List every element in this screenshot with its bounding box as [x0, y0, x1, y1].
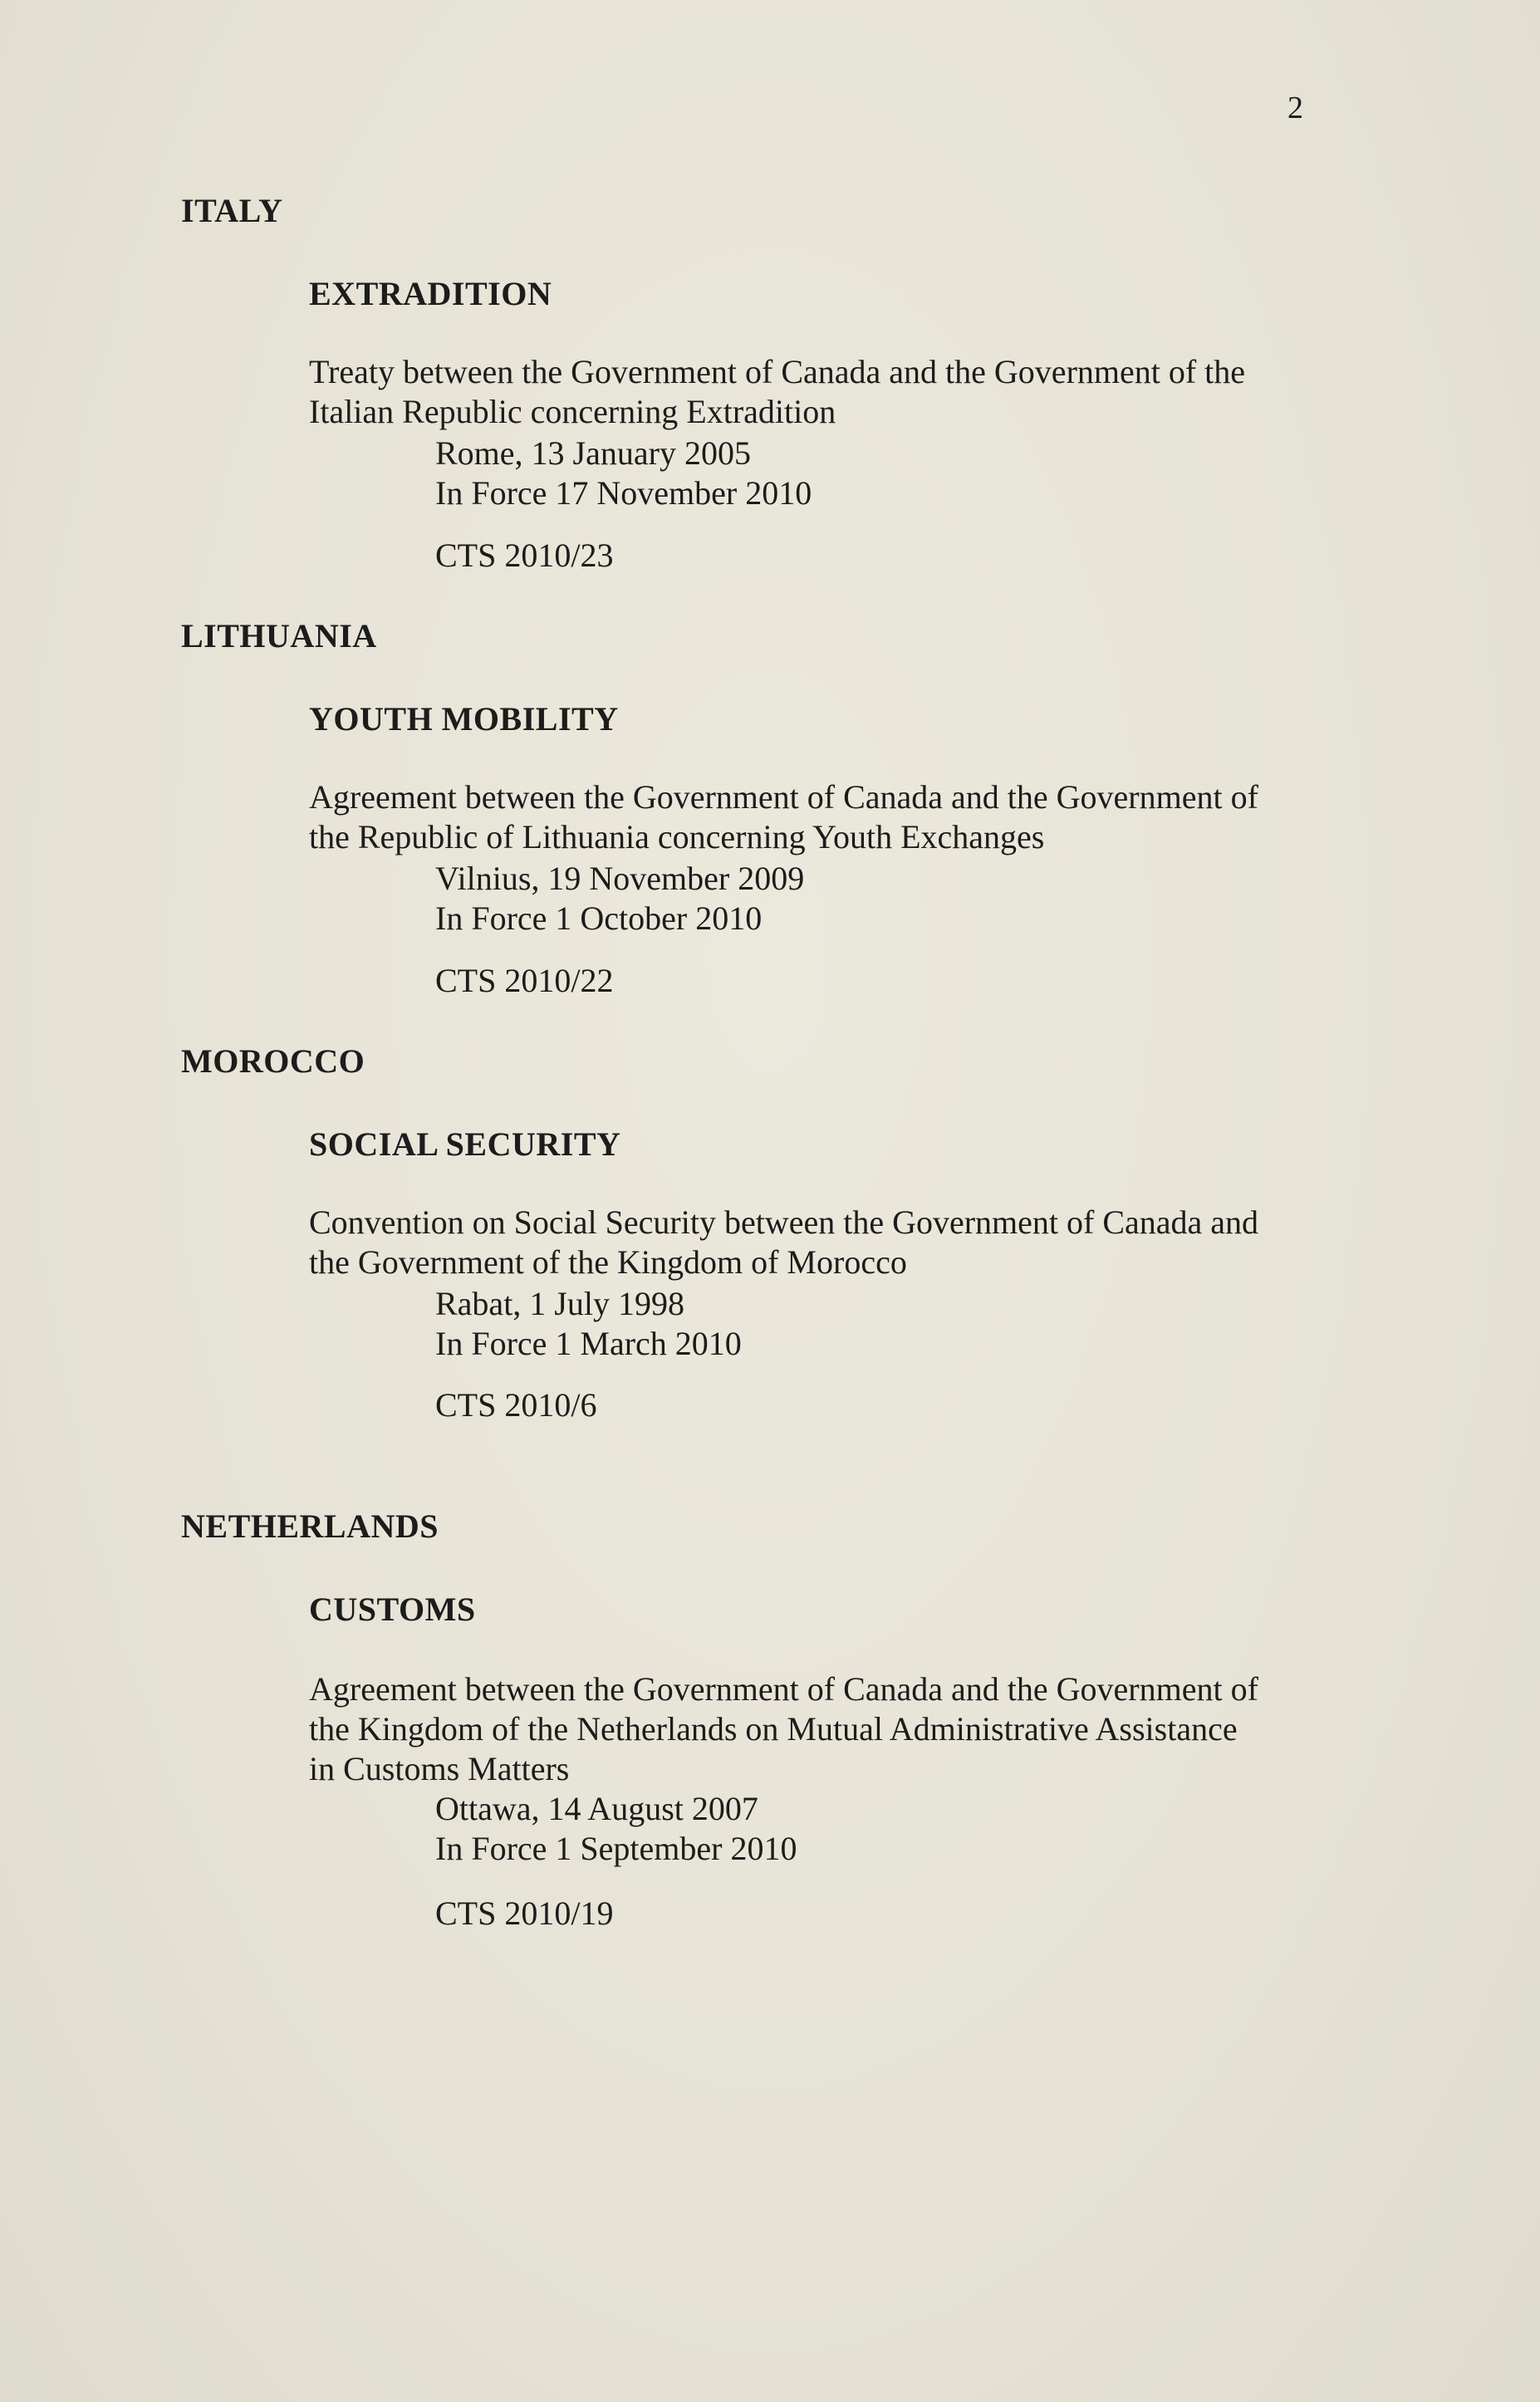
treaty-title-line: Agreement between the Government of Canada and the Government of: [309, 1670, 1258, 1708]
page-number: 2: [1287, 91, 1303, 125]
treaty-title-line: the Government of the Kingdom of Morocco: [309, 1243, 907, 1281]
in-force-date: In Force 17 November 2010: [435, 474, 812, 512]
treaty-title: [309, 1669, 1339, 1789]
signing-place-date: Ottawa, 14 August 2007: [435, 1790, 758, 1827]
topic-heading: YOUTH MOBILITY: [309, 700, 619, 738]
treaty-details: [435, 1789, 797, 1869]
signing-place-date: Vilnius, 19 November 2009: [435, 860, 805, 897]
topic-heading: CUSTOMS: [309, 1591, 476, 1628]
treaty-title: [309, 352, 1339, 432]
country-heading: NETHERLANDS: [181, 1507, 439, 1545]
cts-reference: CTS 2010/23: [435, 537, 614, 574]
in-force-date: In Force 1 March 2010: [435, 1325, 742, 1362]
treaty-title-line: the Kingdom of the Netherlands on Mutual Administrative Assistance: [309, 1710, 1238, 1748]
country-heading: LITHUANIA: [181, 617, 377, 654]
in-force-date: In Force 1 October 2010: [435, 900, 763, 937]
treaty-title: [309, 1203, 1339, 1282]
treaty-details: [435, 1284, 742, 1364]
signing-place-date: Rome, 13 January 2005: [435, 434, 751, 472]
treaty-title-line: the Republic of Lithuania concerning Youth Exchanges: [309, 818, 1045, 855]
cts-reference: CTS 2010/22: [435, 962, 614, 999]
cts-reference: CTS 2010/19: [435, 1895, 614, 1932]
treaty-details: [435, 434, 812, 513]
treaty-title-line: in Customs Matters: [309, 1750, 570, 1787]
cts-reference: CTS 2010/6: [435, 1386, 597, 1424]
treaty-title: [309, 777, 1339, 857]
topic-heading: EXTRADITION: [309, 275, 552, 312]
treaty-title-line: Convention on Social Security between the Government of Canada and: [309, 1203, 1259, 1241]
treaty-title-line: Agreement between the Government of Canada and the Government of: [309, 778, 1258, 816]
treaty-title-line: Treaty between the Government of Canada and the Government of the: [309, 353, 1246, 390]
country-heading: ITALY: [181, 192, 283, 229]
treaty-title-line: Italian Republic concerning Extradition: [309, 393, 836, 430]
treaty-details: [435, 859, 804, 939]
signing-place-date: Rabat, 1 July 1998: [435, 1285, 684, 1322]
topic-heading: SOCIAL SECURITY: [309, 1125, 621, 1163]
country-heading: MOROCCO: [181, 1042, 365, 1080]
in-force-date: In Force 1 September 2010: [435, 1830, 797, 1867]
